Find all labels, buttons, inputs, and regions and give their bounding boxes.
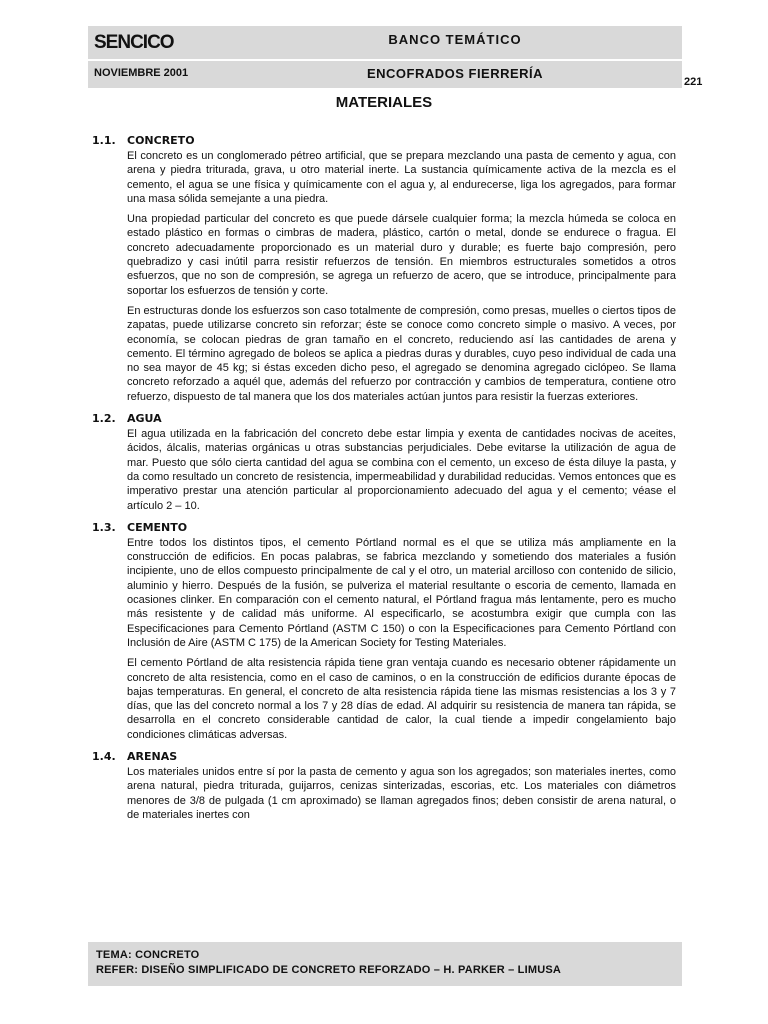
- paragraph: Entre todos los distintos tipos, el cemento Pórtland normal es el que se utiliza más ampliamente en la construcción de edificios. En pocas palabras, se fabrica mezclando y sometiendo dos materiales a fusión incipiente, uno de ellos compuesto principalmente de cal y el otro, un material arcilloso con contenido de silicio, aluminio y hierro. Después de la fusión, se pulveriza el material resultante o escoria de cemento, llamada en ocasiones clinker. En comparación con el cemento natural, el Pórtland fragua más lentamente, pero es mucho más resistente y de calidad más uniforme. Al especificarlo, se acostumbra exigir que cumpla con las Especificaciones para Cemento Pórtland (ASTM C 150) o con la Especificaciones para Cemento Pórtland con Inclusión de Aire (ASTM C 175) de la American Society for Testing Materiales.: [127, 536, 676, 649]
- paragraph: El agua utilizada en la fabricación del concreto debe estar limpia y exenta de cantidades nocivas de aceites, ácidos, álcalis, materias orgánicas u otras substancias perjudiciales. Debe evitarse la utilización de agua de mar. Puesto que sólo cierta cantidad del agua se combina con el cemento, un exceso de ésta diluye la pasta, y da como resultado un concreto de resistencia, impermeabilidad y durabilidad reducidas. Vemos entonces que es imperativo prestar una atención particular al proporcionamiento adecuado del agua y el cemento; véase el artículo 2 – 10.: [127, 428, 676, 512]
- section-number: 1.1.: [92, 134, 116, 147]
- org-name: SENCICO: [94, 32, 174, 53]
- paragraph: El concreto es un conglomerado pétreo artificial, que se prepara mezclando una pasta de cemento y agua, con arena y piedra triturada, grava, u otro material inerte. La sustancia químicamente activa de la mezcla es el cemento, el agua se une física y químicamente con el agua y, al endurecerse, liga los agregados, para formar una masa sólida semejante a una piedra.: [127, 150, 676, 205]
- section-title: ARENAS: [127, 749, 178, 763]
- page-number: 221: [684, 76, 703, 88]
- section-concreto: [92, 132, 676, 404]
- paragraph: En estructuras donde los esfuerzos son caso totalmente de compresión, como presas, muelles o ciertos tipos de zapatas, puede utilizarse concreto sin reforzar; éste se conoce como concreto simple o masivo. A veces, por economía, se colocan piedras de gran tamaño en el concreto, reduciendo así las cantidades de arena y cemento. El término agregado de boleos se aplica a piedras duras y durables, cuyo peso individual de cada una no sea mayor de 45 kg; si éstas exceden dicho peso, el agregado se denomina agregado ciclópeo. Se llama concreto reforzado a aquél que, además del refuerzo por contracción y cambios de temperatura, contiene otro refuerzo, dispuesto de tal manera que los dos materiales actúan juntos para resistir la fuerzas exteriores.: [127, 304, 676, 403]
- bank-title: BANCO TEMÁTICO: [388, 32, 522, 47]
- section-number: 1.4.: [92, 749, 116, 763]
- section-number: 1.2.: [92, 412, 116, 426]
- page-footer: [88, 942, 682, 986]
- paragraph: Una propiedad particular del concreto es que puede dársele cualquier forma; la mezcla húmeda se coloca en estado plástico en formas o cimbras de madera, plástico, cartón o metal, donde se endurece o fragua. El concreto adecuadamente proporcionado es un material duro y durable; es fuerte bajo compresión, pero quebradizo y casi inútil parra resistir refuerzos de tensión. En miembros estructurales sometidos a otros esfuerzos, que no son de compresión, se agrega un refuerzo de acero, que se introduce, principalmente para soportar los esfuerzos de tensión y corte.: [127, 213, 676, 297]
- footer-topic: TEMA: CONCRETO: [96, 949, 200, 961]
- section-cemento: [92, 519, 676, 742]
- section-heading: [92, 519, 676, 536]
- paragraph: El cemento Pórtland de alta resistencia rápida tiene gran ventaja cuando es necesario obtener rápidamente un concreto de alta resistencia, como en el caso de caminos, o en la construcción de edificios durante épocas de bajas temperaturas. En general, el concreto de alta resistencia rápida tiene las mismas resistencias a los 3 y 7 días, que las del concreto normal a los 7 y 28 días de edad. Al adquirir su resistencia de manera tan rápida, se desarrolla en el concreto considerable cantidad de calor, la cual tiende a impedir congelamiento bajo condiciones climáticas adversas.: [127, 657, 676, 741]
- section-number: 1.3.: [92, 520, 116, 534]
- section-title: CONCRETO: [127, 134, 195, 147]
- section-arenas: [92, 748, 676, 822]
- section-heading: [92, 748, 676, 765]
- header-date: NOVIEMBRE 2001: [94, 67, 189, 79]
- section-agua: [92, 410, 676, 513]
- section-heading: [92, 410, 676, 427]
- page-header: [88, 26, 682, 88]
- section-title: AGUA: [127, 412, 162, 426]
- section-heading: [92, 132, 676, 149]
- page-title: MATERIALES: [335, 94, 433, 111]
- header-subject: ENCOFRADOS FIERRERÍA: [366, 66, 544, 81]
- paragraph: Los materiales unidos entre sí por la pasta de cemento y agua son los agregados; son materiales inertes, como arena natural, piedra triturada, guijarros, cenizas sinterizadas, escorias, etc. Los materiales con diámetros menores de 3/8 de pulgada (1 cm aproximado) se llaman agregados finos; deben consistir de arena natural, o de materiales inertes con: [127, 765, 676, 821]
- header-divider: [88, 59, 682, 61]
- section-title: CEMENTO: [127, 520, 188, 534]
- footer-reference: REFER: DISEÑO SIMPLIFICADO DE CONCRETO REFORZADO – H. PARKER – LIMUSA: [96, 964, 562, 976]
- document-body: [92, 132, 676, 946]
